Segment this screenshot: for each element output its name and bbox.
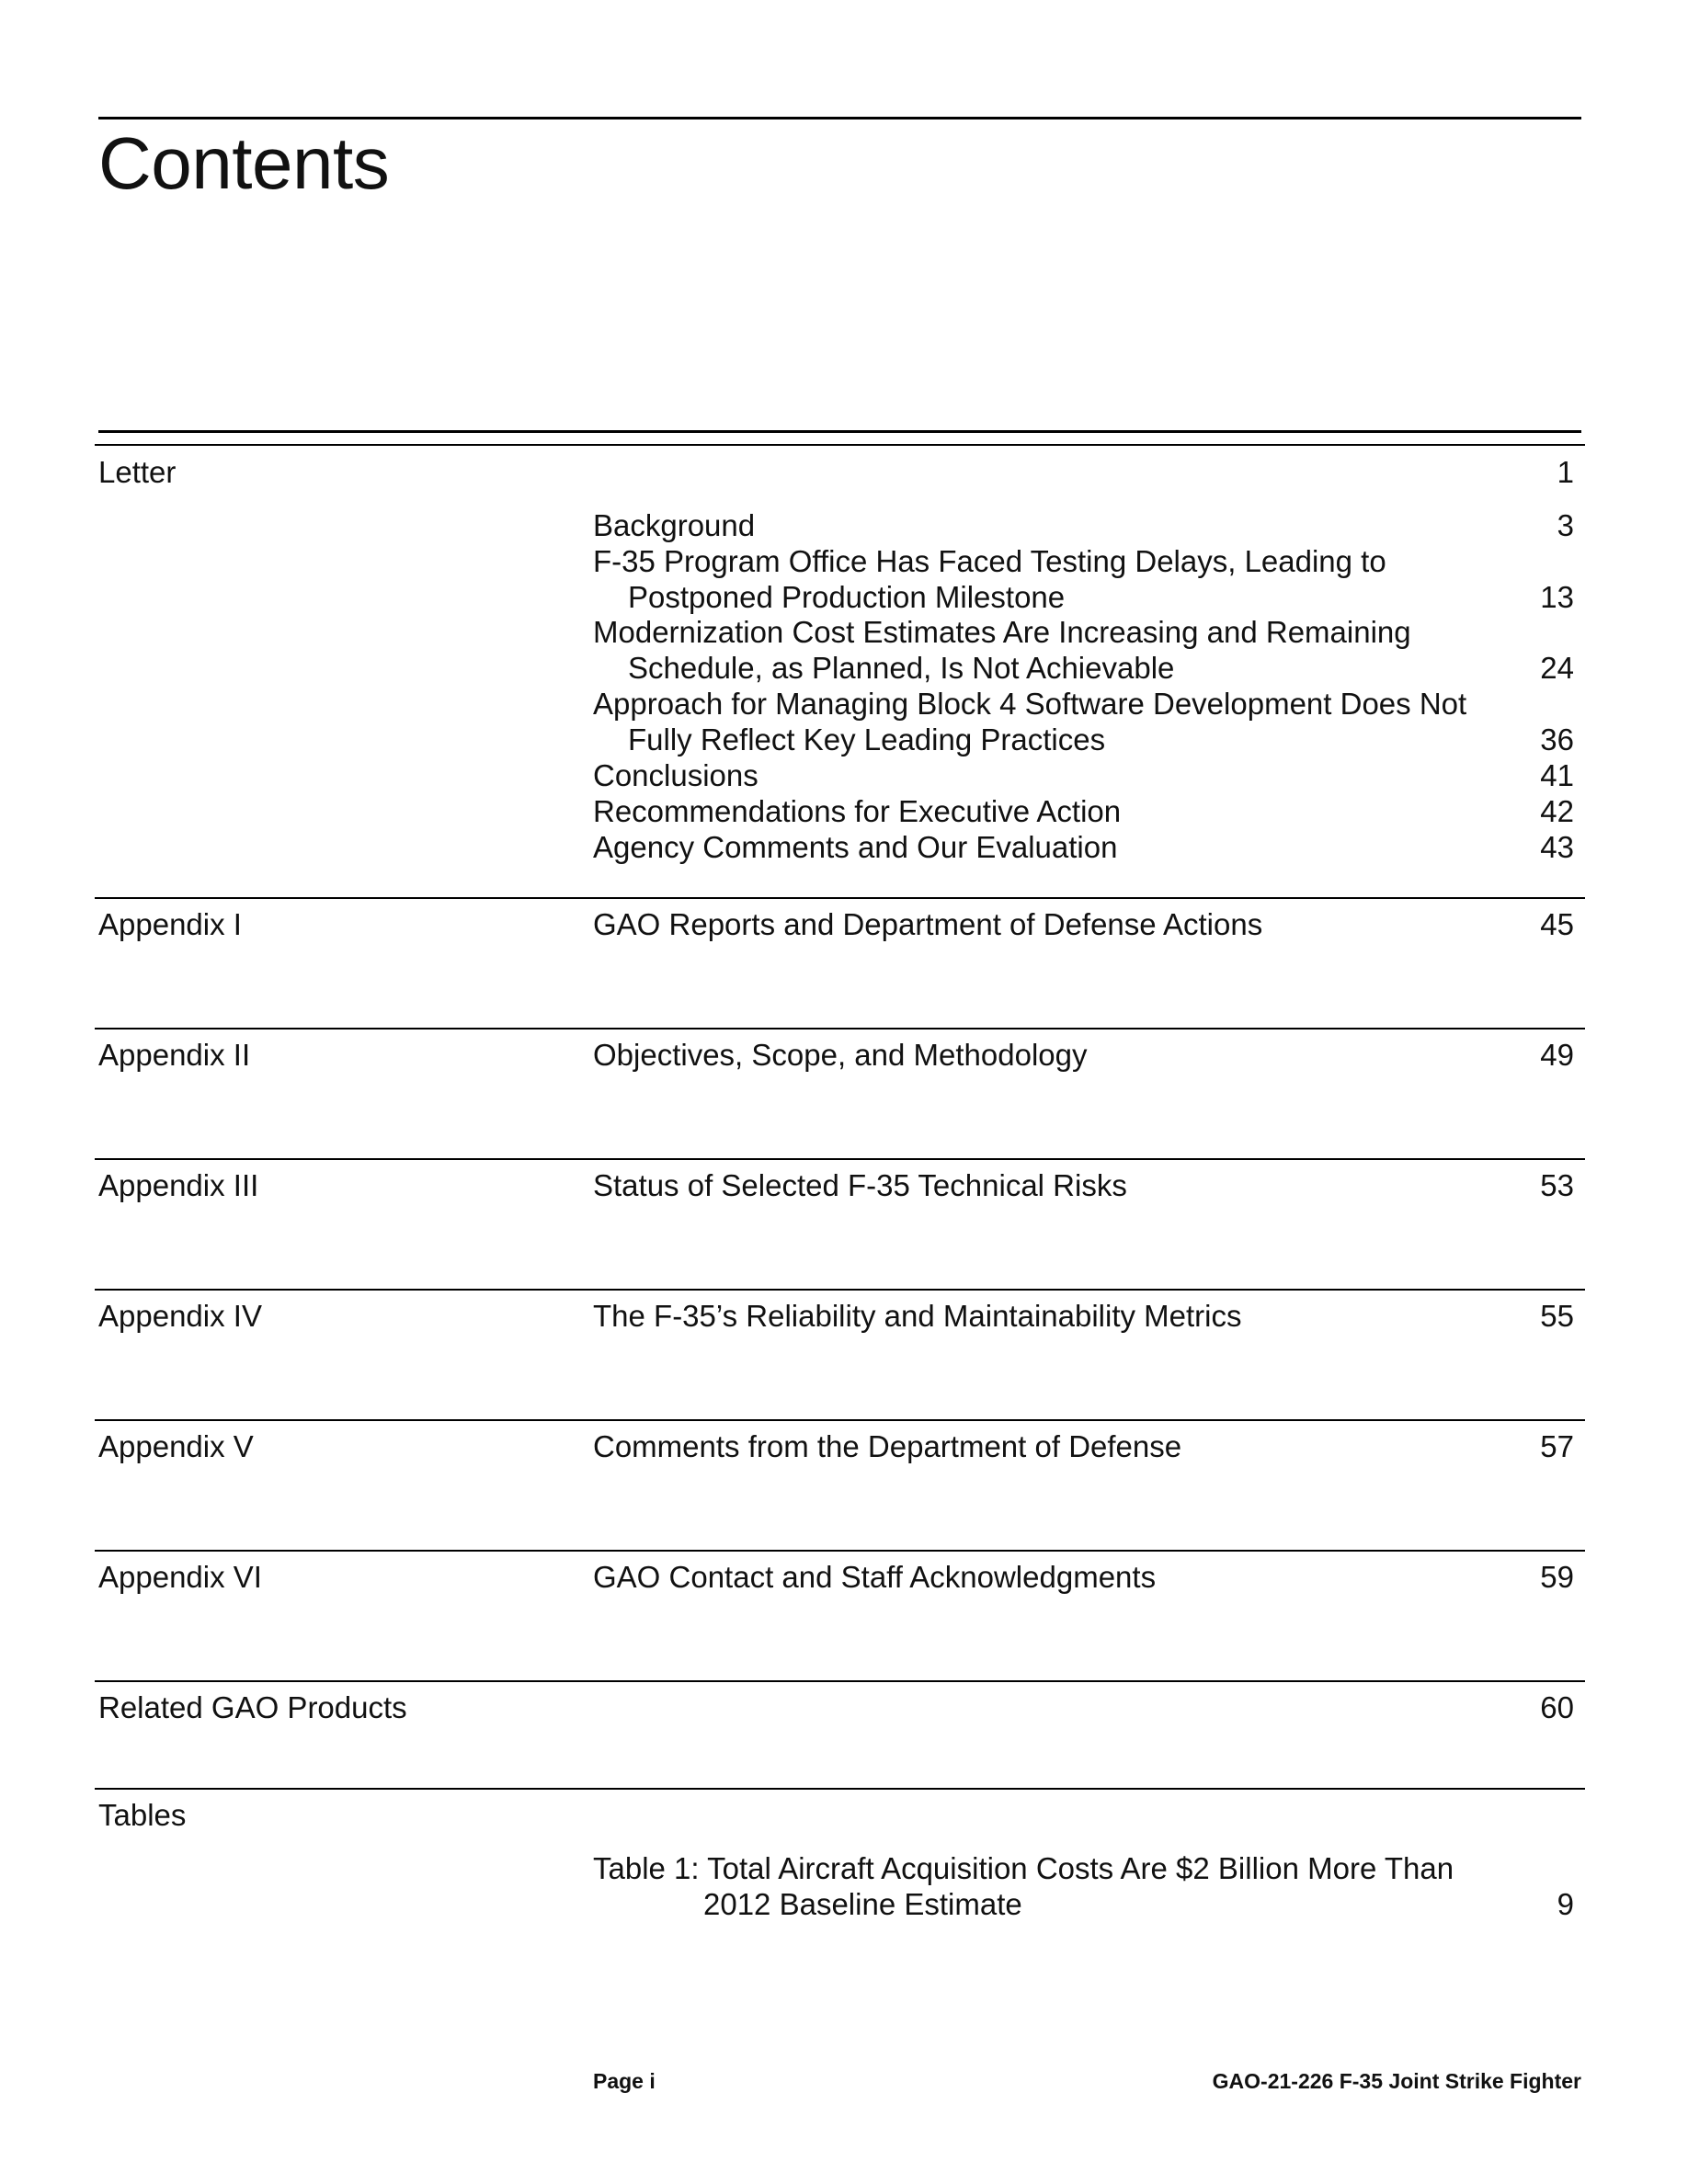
toc-top-rule-thin [95,444,1585,446]
toc-entry-conclusions[interactable]: Conclusions [593,758,758,792]
toc-appendix-title[interactable]: Objectives, Scope, and Methodology [593,1038,1088,1072]
section-divider [95,1680,1585,1682]
section-divider [95,897,1585,899]
toc-entry-agency-comments[interactable]: Agency Comments and Our Evaluation [593,830,1118,864]
toc-related-label[interactable]: Related GAO Products [98,1690,407,1724]
toc-entry-page: 43 [1540,830,1574,864]
toc-appendix-label[interactable]: Appendix III [98,1168,259,1202]
toc-appendix-label[interactable]: Appendix I [98,907,242,941]
section-divider [95,1158,1585,1160]
toc-appendix-title[interactable]: The F-35’s Reliability and Maintainability Metrics [593,1299,1242,1333]
toc-entry-recommendations[interactable]: Recommendations for Executive Action [593,794,1122,828]
toc-appendix-label[interactable]: Appendix II [98,1038,251,1072]
toc-entry-background[interactable]: Background [593,508,756,542]
toc-entry-page: 13 [1540,580,1574,614]
section-divider [95,1788,1585,1790]
section-divider [95,1550,1585,1552]
section-divider [95,1289,1585,1291]
toc-letter-page: 1 [1557,455,1574,489]
toc-appendix-page: 45 [1540,907,1574,941]
page-heading: Contents [98,122,390,204]
toc-appendix-page: 55 [1540,1299,1574,1333]
toc-entry-page: 24 [1540,651,1574,685]
toc-entry-modernization-cost[interactable]: Modernization Cost Estimates Are Increasing and Remaining [593,615,1411,649]
toc-appendix-title[interactable]: GAO Contact and Staff Acknowledgments [593,1560,1157,1594]
section-divider [95,1419,1585,1421]
footer-page-label: Page i [593,2069,656,2093]
toc-appendix-label[interactable]: Appendix IV [98,1299,262,1333]
toc-entry-page: 36 [1540,722,1574,756]
toc-entry-page: 42 [1540,794,1574,828]
toc-appendix-title[interactable]: Comments from the Department of Defense [593,1429,1182,1463]
toc-appendix-page: 53 [1540,1168,1574,1202]
toc-related-page: 60 [1540,1690,1574,1724]
toc-top-rule-thick [98,430,1581,433]
toc-entry-page: 41 [1540,758,1574,792]
toc-appendix-label[interactable]: Appendix V [98,1429,254,1463]
toc-table-entry-cont[interactable]: 2012 Baseline Estimate [703,1887,1022,1921]
toc-entry-testing-delays[interactable]: F-35 Program Office Has Faced Testing Delays, Leading to [593,544,1386,578]
section-divider [95,1028,1585,1029]
toc-appendix-page: 59 [1540,1560,1574,1594]
toc-tables-label: Tables [98,1798,187,1832]
toc-entry-modernization-cost-cont[interactable]: Schedule, as Planned, Is Not Achievable [628,651,1175,685]
toc-appendix-page: 57 [1540,1429,1574,1463]
footer-report-id: GAO-21-226 F-35 Joint Strike Fighter [1212,2069,1581,2093]
toc-entry-testing-delays-cont[interactable]: Postponed Production Milestone [628,580,1066,614]
toc-entry-page: 3 [1557,508,1574,542]
toc-table-page: 9 [1557,1887,1574,1921]
toc-appendix-label[interactable]: Appendix VI [98,1560,262,1594]
toc-letter-label[interactable]: Letter [98,455,177,489]
toc-entry-block4-approach[interactable]: Approach for Managing Block 4 Software Development Does Not [593,687,1467,721]
toc-appendix-page: 49 [1540,1038,1574,1072]
toc-entry-block4-approach-cont[interactable]: Fully Reflect Key Leading Practices [628,722,1106,756]
toc-table-entry[interactable]: Table 1: Total Aircraft Acquisition Costs Are $2 Billion More Than [593,1851,1454,1885]
toc-appendix-title[interactable]: GAO Reports and Department of Defense Actions [593,907,1263,941]
toc-appendix-title[interactable]: Status of Selected F-35 Technical Risks [593,1168,1127,1202]
